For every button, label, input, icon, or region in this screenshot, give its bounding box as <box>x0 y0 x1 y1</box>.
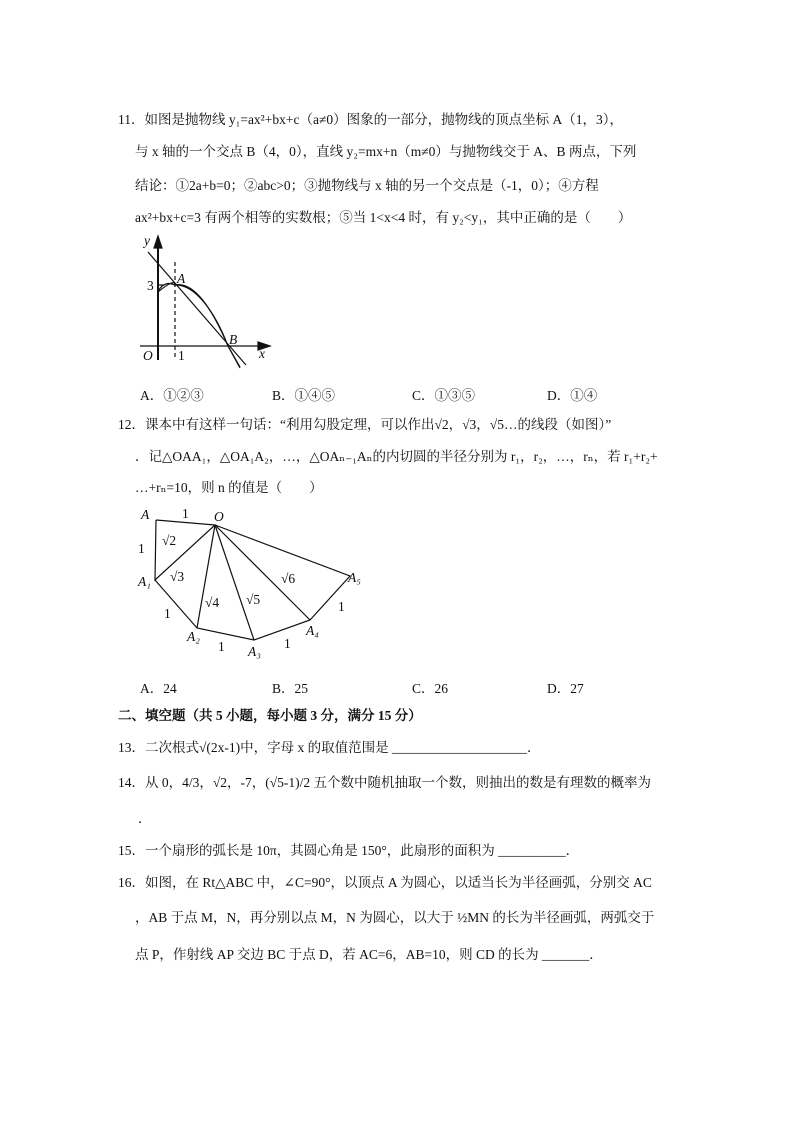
q15: 15．一个扇形的弧长是 10π，其圆心角是 150°，此扇形的面积为 __________． <box>118 843 580 858</box>
parabola <box>158 283 240 367</box>
y-arrow-icon <box>154 236 162 248</box>
q16-line-1: 16．如图，在 Rt△ABC 中，∠C=90°，以顶点 A 为圆心，以适当长为半径画弧，分别交 AC <box>118 875 652 890</box>
fig12-1b: 1 <box>138 541 145 556</box>
fig12-sqrt2: √2 <box>162 533 177 548</box>
q11-option-d[interactable]: D．①④ <box>547 388 598 403</box>
fig12-sqrt6: √6 <box>281 571 296 586</box>
q11-option-a[interactable]: A．①②③ <box>140 388 204 403</box>
q12-option-d[interactable]: D．27 <box>547 681 584 696</box>
fig12-sqrt5: √5 <box>246 592 261 607</box>
fig11-A: A <box>177 271 186 286</box>
fig12-1f: 1 <box>338 599 345 614</box>
q12-option-a[interactable]: A．24 <box>140 681 177 696</box>
fig12-sqrt4: √4 <box>205 595 220 610</box>
q11-line-4: ax²+bx+c=3 有两个相等的实数根；⑤当 1<x<4 时，有 y₂<y₁，其中正确的是（ ） <box>135 210 632 225</box>
q11-line-1: 11．如图是抛物线 y₁=ax²+bx+c（a≠0）图象的一部分，抛物线的顶点坐标 A（1，3）， <box>118 112 623 127</box>
fig12-A3: A₃ <box>248 644 261 659</box>
q12-line-1: 12．课本中有这样一句话：“利用勾股定理，可以作出√2，√3，√5…的线段（如图）” <box>118 417 612 432</box>
fig11-y: y <box>144 233 150 248</box>
q12-option-c[interactable]: C．26 <box>412 681 449 696</box>
fig11-3: 3 <box>147 278 154 293</box>
q12-line-2: ．记△OAA₁，△OA₁A₂，…，△OAₙ₋₁Aₙ的内切圆的半径分别为 r₁，r₂，…，rₙ，若 r₁+r₂+ <box>135 449 658 464</box>
fig11-B: B <box>229 332 238 347</box>
fig12-A: A <box>141 507 150 522</box>
q16-line-2: ，AB 于点 M，N，再分别以点 M，N 为圆心，以大于 ½MN 的长为半径画弧，两弧交于 <box>135 910 655 925</box>
fig12-A5: A₅ <box>348 570 361 585</box>
parabola-graph <box>140 236 270 368</box>
fig12-A4: A₄ <box>306 623 319 638</box>
q16-line-3: 点 P，作射线 AP 交边 BC 于点 D，若 AC=6，AB=10，则 CD 的长为 _______． <box>135 947 603 962</box>
fig12-O: O <box>214 509 224 524</box>
fig11-1: 1 <box>178 348 185 363</box>
q11-line-3: 结论：①2a+b=0；②abc>0；③抛物线与 x 轴的另一个交点是（-1，0）；④方程 <box>135 178 599 193</box>
q12-line-3: …+rₙ=10，则 n 的值是（ ） <box>135 480 323 495</box>
q11-line-2: 与 x 轴的一个交点 B（4，0），直线 y₂=mx+n（m≠0）与抛物线交于 A、B 两点，下列 <box>135 144 637 159</box>
fig12-1d: 1 <box>218 639 225 654</box>
fig12-1e: 1 <box>284 636 291 651</box>
q11-option-b[interactable]: B．①④⑤ <box>272 388 336 403</box>
q13: 13．二次根式√(2x-1)中，字母 x 的取值范围是 ____________________． <box>118 740 541 755</box>
fig11-O: O <box>143 348 153 363</box>
fig12-1c: 1 <box>164 606 171 621</box>
parabola-curve <box>158 283 240 368</box>
q12-option-b[interactable]: B．25 <box>272 681 309 696</box>
fig12-sqrt3: √3 <box>170 569 185 584</box>
section-title: 二、填空题（共 5 小题，每小题 3 分，满分 15 分） <box>118 708 422 723</box>
fig12-A1: A₁ <box>138 574 151 589</box>
triangle-spiral <box>155 520 350 640</box>
q11-option-c[interactable]: C．①③⑤ <box>412 388 476 403</box>
fig12-A2: A₂ <box>187 629 200 644</box>
q14-line-1: 14．从 0，4/3，√2，-7，(√5-1)/2 五个数中随机抽取一个数，则抽出的数是有理数的概率为 <box>118 775 652 790</box>
fig12-1a: 1 <box>182 506 189 521</box>
fig11-x: x <box>259 346 265 361</box>
q14-line-2: ． <box>138 811 152 826</box>
